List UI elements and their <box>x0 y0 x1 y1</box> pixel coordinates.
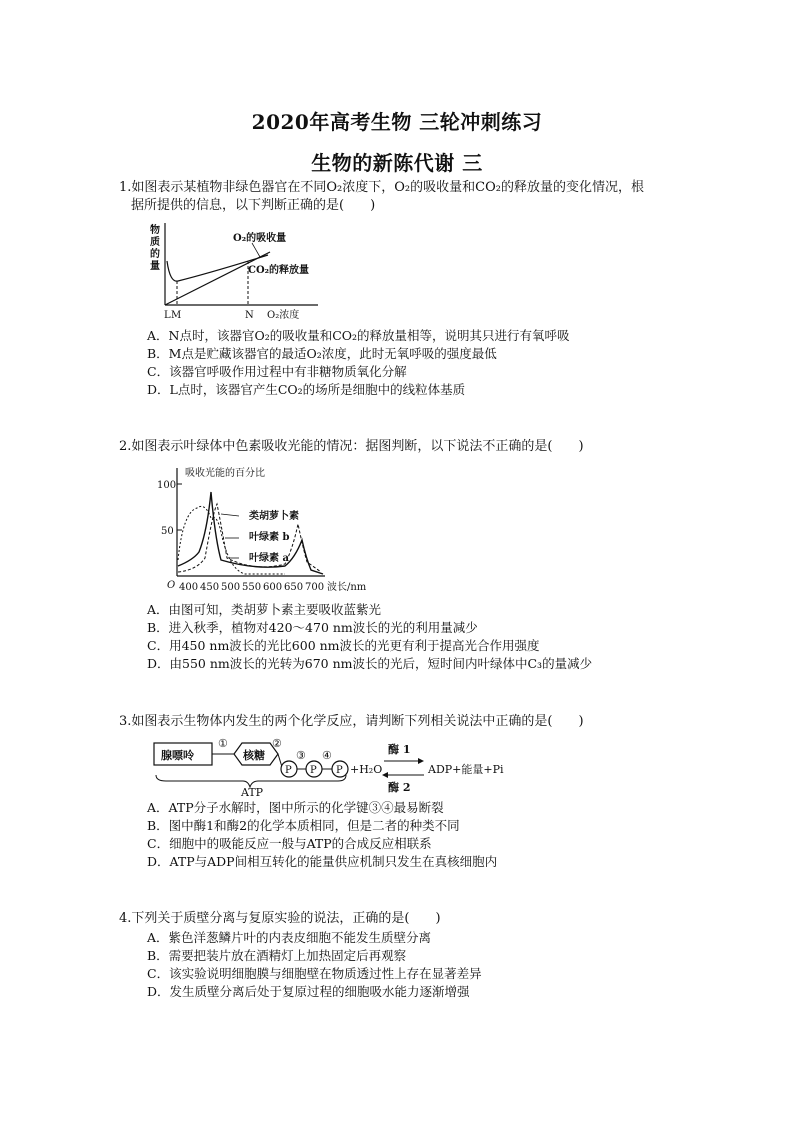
fig3-bond-1: ① <box>218 737 228 750</box>
fig2-legend-leader-1 <box>221 514 239 516</box>
q3-option-d[interactable]: D．ATP与ADP间相互转化的能量供应机制只发生在真核细胞内 <box>147 854 498 869</box>
question-1-stem: 1.如图表示某植物非绿色器官在不同O₂浓度下，O₂的吸收量和CO₂的释放量的变化情况，根 <box>119 180 644 195</box>
fig3-ribose-label: 核糖 <box>243 749 265 762</box>
q4-option-c[interactable]: C．该实验说明细胞膜与细胞壁在物质透过性上存在显著差异 <box>147 966 482 981</box>
q3-option-c[interactable]: C．细胞中的吸能反应一般与ATP的合成反应相联系 <box>147 836 432 851</box>
fig2-x-tick-700: 700 <box>305 582 325 593</box>
fig3-products: ADP+能量+Pi <box>428 763 504 776</box>
question-3-stem: 3.如图表示生物体内发生的两个化学反应，请判断下列相关说法中正确的是( ) <box>119 714 584 729</box>
fig2-x-tick-650: 650 <box>284 582 304 593</box>
fig1-y-label-4: 量 <box>150 261 160 272</box>
q2-option-c[interactable]: C．用450 nm波长的光比600 nm波长的光更有利于提高光合作用强度 <box>147 638 540 653</box>
fig3-enzyme-2: 酶 2 <box>388 781 411 794</box>
fig3-atp-label: ATP <box>241 786 264 797</box>
fig2-x-title: 波长/nm <box>327 582 367 593</box>
question-2 <box>119 438 699 456</box>
fig3-forward-arrowhead <box>418 758 424 764</box>
fig2-x-tick-550: 550 <box>242 582 262 593</box>
question-4-stem: 4.下列关于质壁分离与复原实验的说法，正确的是( ) <box>119 911 441 926</box>
fig1-point-n: N <box>245 310 254 321</box>
fig2-legend-chlorophyll-b: 叶绿素 b <box>249 532 290 543</box>
fig3-adenine: 腺嘌呤 <box>161 749 194 762</box>
question-1 <box>119 179 699 215</box>
fig1-y-label-3: 的 <box>150 249 160 260</box>
fig3-phosphate-2-label: P <box>310 765 317 776</box>
page-subtitle: 生物的新陈代谢 三 <box>311 151 483 175</box>
fig3-bond-4: ④ <box>322 749 332 762</box>
fig3-bond-2: ② <box>272 737 282 750</box>
fig2-origin: O <box>167 580 176 591</box>
fig1-o2-label: O₂的吸收量 <box>233 233 287 244</box>
q2-option-d[interactable]: D．由550 nm波长的光转为670 nm波长的光后，短时间内叶绿体中C₃的量减少 <box>147 656 593 671</box>
q1-option-c[interactable]: C．该器官呼吸作用过程中有非糖物质氧化分解 <box>147 364 407 379</box>
fig1-y-label-1: 物 <box>150 225 160 236</box>
fig1-co2-label: CO₂的释放量 <box>248 265 310 276</box>
fig2-y-title: 吸收光能的百分比 <box>185 468 265 479</box>
fig1-y-label-2: 质 <box>150 237 160 248</box>
q1-option-d[interactable]: D．L点时，该器官产生CO₂的场所是细胞中的线粒体基质 <box>147 382 466 397</box>
fig2-x-tick-450: 450 <box>200 582 220 593</box>
fig2-x-tick-500: 500 <box>221 582 241 593</box>
fig3-reverse-arrowhead <box>382 772 388 778</box>
atp-reaction-figure <box>148 735 508 797</box>
fig3-phosphate-3-label: P <box>336 765 343 776</box>
q1-option-a[interactable]: A．N点时，该器官O₂的吸收量和CO₂的释放量相等，说明其只进行有氧呼吸 <box>147 328 570 343</box>
fig2-y-tick-50: 50 <box>161 526 174 537</box>
fig3-enzyme-1: 酶 1 <box>388 743 411 756</box>
q1-option-b[interactable]: B．M点是贮藏该器官的最适O₂浓度，此时无氧呼吸的强度最低 <box>147 346 497 361</box>
q3-option-a[interactable]: A．ATP分子水解时，图中所示的化学键③④最易断裂 <box>147 800 444 815</box>
fig1-o2-curve <box>165 252 270 305</box>
page-title: 2020年高考生物 三轮冲刺练习 <box>251 110 543 134</box>
fig2-x-tick-400: 400 <box>179 582 199 593</box>
fig1-o2-leader <box>252 243 260 257</box>
fig2-x-tick-600: 600 <box>263 582 283 593</box>
question-2-stem: 2.如图表示叶绿体中色素吸收光能的情况：据图判断，以下说法不正确的是( ) <box>119 439 584 454</box>
fig2-legend-chlorophyll-a: 叶绿素 a <box>249 553 289 564</box>
pigment-absorption-figure <box>155 462 390 598</box>
fig1-x-label: O₂浓度 <box>267 310 300 321</box>
fig2-legend-carotenoid: 类胡萝卜素 <box>249 511 299 522</box>
fig1-point-l: L <box>164 310 171 321</box>
fig2-y-tick-100: 100 <box>157 480 177 491</box>
q4-option-a[interactable]: A．紫色洋葱鳞片叶的内表皮细胞不能发生质壁分离 <box>147 930 432 945</box>
fig3-phosphate-1-label: P <box>285 765 292 776</box>
q2-option-a[interactable]: A．由图可知，类胡萝卜素主要吸收蓝紫光 <box>147 602 382 617</box>
q3-option-b[interactable]: B．图中酶1和酶2的化学本质相同，但是二者的种类不同 <box>147 818 460 833</box>
q4-option-b[interactable]: B．需要把装片放在酒精灯上加热固定后再观察 <box>147 948 407 963</box>
respiration-figure <box>140 221 330 323</box>
fig1-point-m: M <box>171 310 182 321</box>
q4-option-d[interactable]: D．发生质壁分离后处于复原过程的细胞吸水能力逐渐增强 <box>147 984 470 999</box>
q2-option-b[interactable]: B．进入秋季，植物对420～470 nm波长的光的利用量减少 <box>147 620 478 635</box>
fig3-water: +H₂O <box>350 763 383 776</box>
question-1-stem-cont: 据所提供的信息，以下判断正确的是( ) <box>131 198 376 213</box>
question-4 <box>119 910 699 928</box>
fig3-bond-3: ③ <box>296 749 306 762</box>
question-3 <box>119 713 699 731</box>
